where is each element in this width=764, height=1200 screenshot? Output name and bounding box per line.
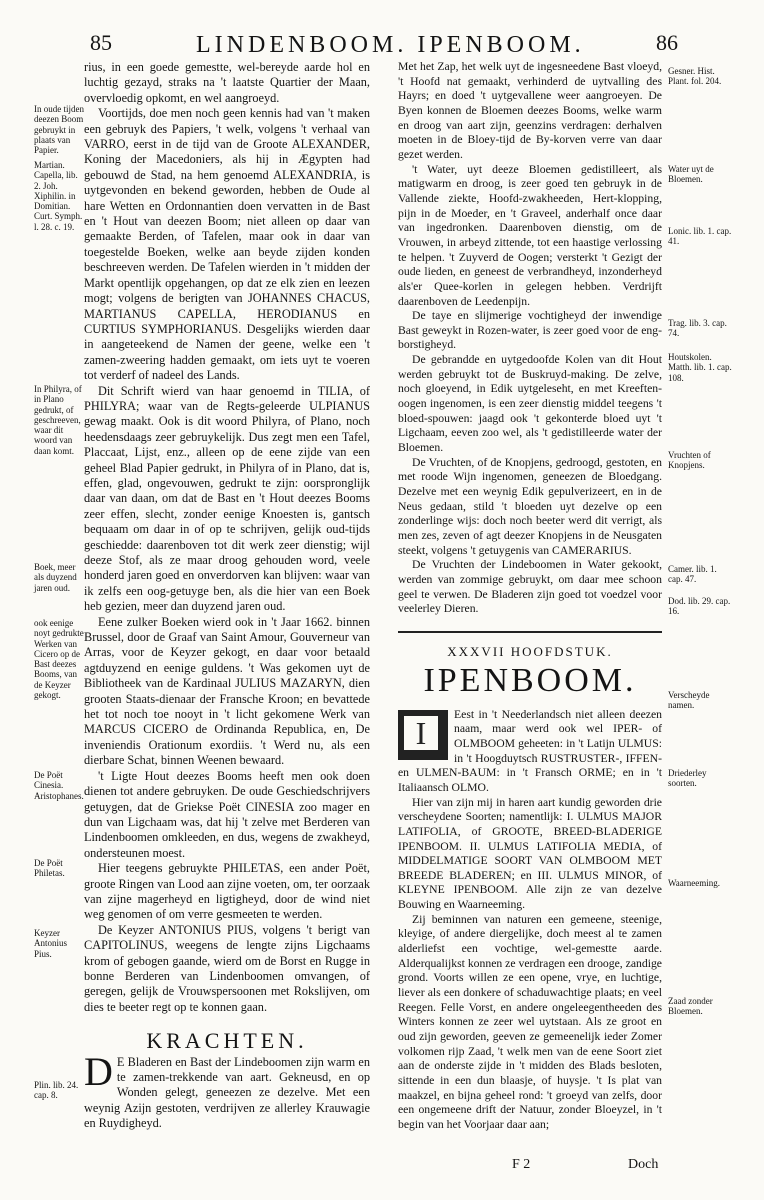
margin-note: Dod. lib. 29. cap. 16. (668, 596, 731, 617)
paragraph: Eene zulker Boeken wierd ook in 't Jaar 1662. binnen Brussel, door de Graaf van Saint Amour, Gouverneur van Arras, voor de Keyzer gekogt, en daar voor betaald agtduyzend en eenige guldens. 't Was gekomen uyt de Bibliotheek van de Kardinaal JULIUS MAZARYN, dien grooten Staats-dienaar der Fransche Kroon; en bevattede het tot noch toe nooyt in 't licht gekomene Werk van MARCUS CICERO de Ordinanda Republica, en, De inveniendis Orationum exordiis. 't Werd nu, als een dierbare Schat, binnen Weenen bewaard. (84, 614, 370, 768)
paragraph: Hier teegens gebruykte PHILETAS, een ander Poët, groote Ringen van Lood aan zijne voeten, om, ter oorzaak van zijne magerheyd en ligtigheyd, door de wind niet weg genomen of om verre gesmeeten te werden. (84, 861, 370, 922)
paragraph: Voortijds, doe men noch geen kennis had van 't maken een gebruyk des Papiers, 't welk, volgens 't verhaal van VARRO, eerst in de tijd van de Groote ALEXANDER, Koning der Macedoniers, als hij in Ægypten had gebouwd de Stad, na hem genoemd ALEXANDRIA, is uytgevonden en bekend geworden, hebben de Oude al hare Wetten en Ordonnantien doen vervatten in de Bast en 't Hout van deezen Boom; niet alleen op daar van gemaakte Berden, of Tafelen, maar ook in daar van toegestelde Boeken, welke aan beyde zijden konden beschreeven werden. De Tafelen wierden in 't midden der Markt opentlijk opgehangen, op dat ze elk zien en leezen mogt; volgens de berigten van JOHANNES CHACUS, MARTIANUS CAPELLA, HERODIANUS en CURTIUS SYMPHORIANUS. Desgelijks wierden daar in aangeteekend de Namen der geene, welke een 't zamen-zweering hadden gemaakt, om iets uyt te voeren tot verderf of nadeel des Lands. (84, 106, 370, 383)
margin-note: Trag. lib. 3. cap. 74. (668, 318, 727, 339)
margin-note: Waarneeming. (668, 878, 721, 888)
paragraph: De Vruchten der Lindeboomen in Water gekookt, werden van zommige gebruykt, om daar mee schoon geel te verwen. De Bladeren zijn goed tot voedzel voor veelerley Dieren. (398, 558, 662, 616)
margin-note: In Philyra, of in Plano gedrukt, of geschreeven, waar dit woord van daan komt. (34, 384, 82, 456)
paragraph: Met het Zap, het welk uyt de ingesneedene Bast vloeyd, 't Hoofd nat gemaakt, verhinderd de uytvalling des Hayrs; en doed 't uytgevallene weer aangroeyen. De Byen konnen de Bloemen deezes Booms, welke warm en droog van aart zijn, geenzins verdragen: derhalven moeten in de Bloey-tijd de By-korven verre van daar gezet werden. (398, 60, 662, 161)
margin-note: ook eenige noyt gedrukte Werken van Cicero op de Bast deezes Booms, van de Keyzer gekogt. (34, 618, 84, 701)
ornamental-initial (398, 710, 448, 760)
chapter-intro (398, 708, 662, 796)
paragraph: rius, in een goede gemestte, wel-bereyde aarde hol en luchtig gezayd, straks na 't laatste Quartier der Maan, overvloedig opkomt, en wel aangroeyd. (84, 60, 370, 105)
margin-note: Vruchten of Knopjens. (668, 450, 711, 471)
margin-note: Zaad zonder Bloemen. (668, 996, 713, 1017)
paragraph: De Keyzer ANTONIUS PIUS, volgens 't berigt van CAPITOLINUS, weegens de lengte zijns Ligchaams krom of gebogen gaande, wierd om de Borst en Rugge in bonne Berderen van Lindenboomen omvangen, of geregen, gelijk de Vrouwspersoonen met Rokslijven, om dies te beeter regt op te konnen gaan. (84, 922, 370, 1014)
margin-note: Boek, meer als duyzend jaren oud. (34, 562, 77, 593)
left-column (84, 60, 370, 1132)
chapter-rule (398, 631, 662, 633)
paragraph: De gebrandde en uytgedoofde Kolen van dit Hout werden gebruykt tot de Buskruyd-making. De zelve, noch gloeyend, in Edik uytgeleseht, en met Kreeften-oogen ingenomen, is een zeer dienstig middel teegens 't bloed-spouwen: jaagd ook 't gekonterde bloed uyt 't Ligchaam, eeven zoo wel, als 't gedistilleerde water der Bloemen. (398, 353, 662, 455)
margin-note: Houtskolen. Matth. lib. 1. cap. 108. (668, 352, 732, 383)
margin-note: Keyzer Antonius Pius. (34, 928, 68, 959)
running-title: LINDENBOOM. IPENBOOM. (196, 32, 585, 58)
paragraph: De Vruchten, of de Knopjens, gedroogd, gestoten, en met roode Wijn ingenomen, geneezen de Bloedgang. Dezelve met een weynig Edik gepulverizeert, en in de Neus gedaan, stild 't bloeden uyt dezelve op een zonderlinge wijs: doch noch beeter werd dit verrigt, als men zes, zeven of agt deezer Knopjens in de Neusgaten steekt, volgens 't getuygenis van CAMERARIUS. (398, 455, 662, 557)
margin-note: Martian. Capella, lib. 2. Joh. Xiphilin. in Domitian. Curt. Symph. l. 28. c. 19. (34, 160, 83, 232)
margin-note: Lonic. lib. 1. cap. 41. (668, 226, 732, 247)
paragraph: Hier van zijn mij in haren aart kundig geworden drie verscheydene Soorten; namentlijk: I. ULMUS MAJOR LATIFOLIA, of GROOTE, BREED-BLADERIGE IPENBOOM. II. ULMUS LATIFOLIA MEDIA, of MIDDELMATIGE SOORT VAN OLMBOOM MET BREEDE BLADEREN; en III. ULMUS MINOR, of KLEYNE IPENBOOM. Alle zijn ze van dezelve Bouwing en Waarneeming. (398, 795, 662, 912)
krachten-text: E Bladeren en Bast der Lindeboomen zijn warm en te zamen-trekkende van aart. Gekneusd, en op Wonden gelegt, geneezen ze dezelve. Met een weynig Azijn gestoten, verdrijven ze allerley Krauwagie en Ruydigheyd. (84, 1054, 370, 1131)
catchword: Doch (628, 1157, 659, 1172)
margin-note: Water uyt de Bloemen. (668, 164, 714, 185)
margin-note: De Poët Philetas. (34, 858, 65, 879)
right-page-number: 86 (656, 30, 678, 55)
paragraph: Zij beminnen van naturen een gemeene, steenige, kleyige, of andere diergelijke, doch meest al te zamen alderliefst een vochtige, wel-gemestte aarde. Alderqualijkst konnen ze verdragen een droogе, zandige grond. Voorts willen ze een opene, vrye, en luchtige, liever als een donkere of schaduwachtige plaats; en veel Reegen. Felle Vorst, en andere ongeleegentheeden des Winters konnen ze zeer wel uytstaan. Als ze groot en oud zijn geworden, geeven ze gemeenelijk ieder Zomer volkomen rijp Zaad, 't welk men van de eene Soort ziet aan de onderste zijde in 't midden des Blads besloten, sittende in een dun blaasje, of huysje. 't Is plat van maakzel, en bijna geheel rond: 't groeyd van zelfs, door een ongemeene drift der Natuur, zonder Bloeyzel, in 't begin van het Voorjaar daar aan; (398, 912, 662, 1131)
margin-note: Driederley soorten. (668, 768, 707, 789)
margin-note: Camer. lib. 1. cap. 47. (668, 564, 717, 585)
margin-note: De Poët Cinesia. Aristophanes. (34, 770, 84, 801)
paragraph: 't Water, uyt deeze Bloemen gedistilleert, als matigwarm en droog, is zeer goed ten gebruyk in de Vallende ziekte, Hoofd-zwakheeden, Hert-klopping, pijn in de Moeder, en 't Graveel, anderhalf once daar van ingedronken. Daarenboven dienstig, om de Vrouwen, in arbeyd zittende, tot een haastige verlossing te helpen. 't Zuyverd de Oogen; versterkt 't Gezigt der oude lieden, en geneest de verbrandheyd, inzonderheyd als'er Quee-korlen in gelegen hebben. Verdrijft daarenboven de Leedenpijn. (398, 162, 662, 308)
margin-note: Gesner. Hist. Plant. fol. 204. (668, 66, 722, 87)
drop-cap: D (84, 1048, 113, 1094)
margin-note: Verscheyde namen. (668, 690, 710, 711)
paragraph-text: Eest in 't Neederlandsch niet alleen deezen naam, maar werd ook wel IPER- of OLMBOOM geheeten: in 't Latijn ULMUS: in 't Hoogduytsch RUSTRUSTER-, IFFEN- en ULMEN-BAUM: in 't Fransch ORME; en in 't Italiaansch OLMO. (398, 707, 662, 794)
paragraph: 't Ligte Hout deezes Booms heeft men ook doen dienen tot andere gebruyken. De oude Geschiedschrijvers getuygen, dat de Griekse Poët CINESIA zoo mager en dun van Ligchaam was, dat hij 't zelve met Berderen van Lindenboomen omkleeden, en dus, wegens de zwakheyd, ondersteunen moest. (84, 768, 370, 860)
signature-mark: F 2 (512, 1157, 531, 1172)
chapter-heading: XXXVII HOOFDSTUK. (447, 643, 613, 659)
left-page-number: 85 (90, 30, 112, 55)
ornamental-initial-letter: I (404, 716, 438, 750)
krachten-paragraph (84, 1048, 370, 1132)
right-column (398, 60, 662, 1133)
chapter-title: IPENBOOM. (423, 661, 637, 699)
section-title: KRACHTEN. (146, 1028, 308, 1054)
margin-note: In oude tijden deezen Boom gebruykt in plaats van Papier. (34, 104, 84, 156)
paragraph: De taye en slijmerige vochtigheyd der inwendige Bast geweykt in Rozen-water, is zeer goed voor de eng-borstigheyd. (398, 309, 662, 352)
paragraph: Dit Schrift wierd van haar genoemd in TILIA, of PHILYRA; waar van de Regts-geleerde ULPIANUS gewag maakt. Ook is dit woord Philyra, of Plano, noch heedensdaags zeer gebruykelijk. Dus zegt men een Tafel, Placcaat, Lijst, enz., alleen op de eene zijde van een geheel Blad Papier gedrukt, in Philyra of in Plano, dat is, effen, glad, ongevouwen, gedrukt te zijn: oorspronglijk daar van daan, om dat de Bast en 't Hout deezes Booms zeer effen, slecht, zonder eenige Knoesten is, gantsch bequaam om daar in of op te schrijven, gelijk oud-tijds geschiedde: daarenboven tot dit werk zeer dienstig; wijl deeze Stof, als ze maar droog gehouden word, veele honderd jaren goed en onverdorven kan blijven: waar van ik zelfs een oog-getuyge ben, als die hier van een Boek heb gezien, meer dan duyzend jaren oud. (84, 383, 370, 614)
margin-note: Plin. lib. 24. cap. 8. (34, 1080, 79, 1101)
